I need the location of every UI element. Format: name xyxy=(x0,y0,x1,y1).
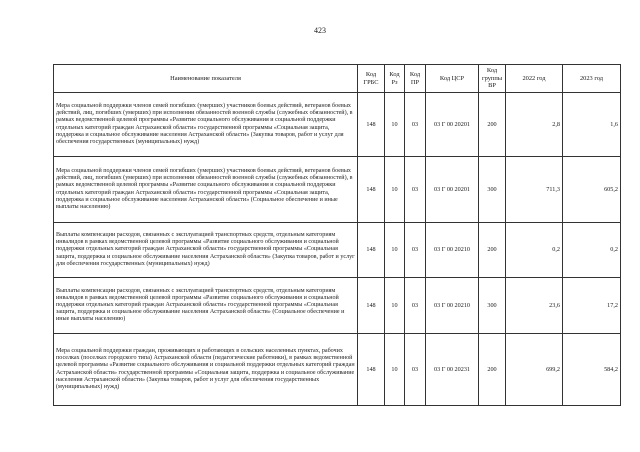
row-pr: 03 xyxy=(405,334,426,406)
header-name: Наименование показателя xyxy=(54,65,358,93)
row-grbs: 148 xyxy=(358,334,385,406)
row-2022: 2,8 xyxy=(506,93,563,157)
row-rz: 10 xyxy=(385,93,405,157)
row-rz: 10 xyxy=(385,157,405,223)
row-vr: 300 xyxy=(479,278,506,334)
row-grbs: 148 xyxy=(358,157,385,223)
row-csr: 03 Г 00 20210 xyxy=(426,223,479,278)
row-2022: 699,2 xyxy=(506,334,563,406)
row-rz: 10 xyxy=(385,223,405,278)
table-header-row xyxy=(54,65,621,93)
table-row xyxy=(54,334,621,406)
header-2023: 2023 год xyxy=(563,65,621,93)
header-vr: Код группы ВР xyxy=(479,65,506,93)
row-grbs: 148 xyxy=(358,223,385,278)
row-2022: 23,6 xyxy=(506,278,563,334)
row-vr: 300 xyxy=(479,157,506,223)
row-name: Выплаты компенсации расходов, связанных с эксплуатацией транспортных средств, отдельным категориям инвалидов в рамках ведомственной целевой программы «Развитие социального обслуживания и социальной поддержки отдельных категорий граждан Астраханской области» государственной программы «Социальная защита, поддержка и социальное обслуживание населения Астраханской области» (Социальное обеспечение и иные выплаты населению) xyxy=(54,278,358,334)
table-row xyxy=(54,93,621,157)
row-pr: 03 xyxy=(405,157,426,223)
header-csr: Код ЦСР xyxy=(426,65,479,93)
row-2023: 0,2 xyxy=(563,223,621,278)
header-grbs: Код ГРБС xyxy=(358,65,385,93)
row-2023: 1,6 xyxy=(563,93,621,157)
row-vr: 200 xyxy=(479,223,506,278)
table-row xyxy=(54,223,621,278)
row-name: Мера социальной поддержки членов семей погибших (умерших) участников боевых действий, ветеранов боевых действий, лиц, погибших (умерших) при исполнении обязанностей военной службы (служебных обязанностей), в рамках ведомственной целевой программы «Развитие социального обслуживания и социальной поддержки отдельных категорий граждан Астраханской области» государственной программы «Социальная защита, поддержка и социальное обслуживание населения Астраханской области» (Социальное обеспечение и иные выплаты населению) xyxy=(54,157,358,223)
row-csr: 03 Г 00 20201 xyxy=(426,93,479,157)
row-csr: 03 Г 00 20210 xyxy=(426,278,479,334)
row-vr: 200 xyxy=(479,93,506,157)
row-rz: 10 xyxy=(385,334,405,406)
row-2022: 711,3 xyxy=(506,157,563,223)
row-2023: 605,2 xyxy=(563,157,621,223)
row-2022: 0,2 xyxy=(506,223,563,278)
header-2022: 2022 год xyxy=(506,65,563,93)
budget-table xyxy=(53,64,621,406)
row-grbs: 148 xyxy=(358,93,385,157)
table-row xyxy=(54,157,621,223)
row-name: Мера социальной поддержки граждан, проживающих и работающих в сельских населенных пунктах, рабочих поселках (поселках городского типа) Астраханской области (педагогические работники), в рамках ведомственной целевой программы «Развитие социального обслуживания и социальной поддержки отдельных категорий граждан Астраханской области» государственной программы «Социальная защита, поддержка и социальное обслуживание населения Астраханской области» (Закупка товаров, работ и услуг для обеспечения государственных (муниципальных) нужд) xyxy=(54,334,358,406)
table-row xyxy=(54,278,621,334)
header-pr: Код ПР xyxy=(405,65,426,93)
row-name: Выплаты компенсации расходов, связанных с эксплуатацией транспортных средств, отдельным категориям инвалидов в рамках ведомственной целевой программы «Развитие социального обслуживания и социальной поддержки отдельных категорий граждан Астраханской области» государственной программы «Социальная защита, поддержка и социальное обслуживание населения Астраханской области» (Закупка товаров, работ и услуг для обеспечения государственных (муниципальных) нужд) xyxy=(54,223,358,278)
row-name: Мера социальной поддержки членов семей погибших (умерших) участников боевых действий, ветеранов боевых действий, лиц, погибших (умерших) при исполнении обязанностей военной службы (служебных обязанностей), в рамках ведомственной целевой программы «Развитие социального обслуживания и социальной поддержки отдельных категорий граждан Астраханской области» государственной программы «Социальная защита, поддержка и социальное обслуживание населения Астраханской области» (Закупка товаров, работ и услуг для обеспечения государственных (муниципальных) нужд) xyxy=(54,93,358,157)
page-number: 423 xyxy=(314,26,326,35)
row-rz: 10 xyxy=(385,278,405,334)
row-grbs: 148 xyxy=(358,278,385,334)
row-csr: 03 Г 00 20201 xyxy=(426,157,479,223)
row-pr: 03 xyxy=(405,278,426,334)
row-pr: 03 xyxy=(405,223,426,278)
header-rz: Код Рз xyxy=(385,65,405,93)
row-2023: 17,2 xyxy=(563,278,621,334)
row-2023: 584,2 xyxy=(563,334,621,406)
row-csr: 03 Г 00 20231 xyxy=(426,334,479,406)
row-pr: 03 xyxy=(405,93,426,157)
row-vr: 200 xyxy=(479,334,506,406)
